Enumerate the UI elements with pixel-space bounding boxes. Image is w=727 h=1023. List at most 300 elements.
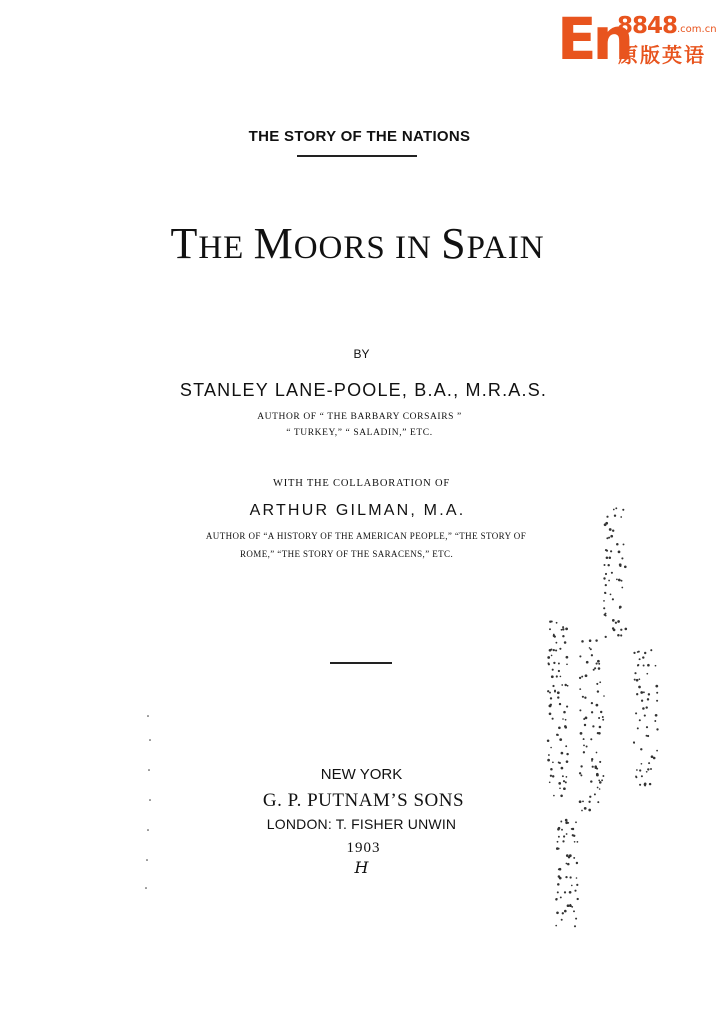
perforation-dot bbox=[635, 712, 637, 714]
perforation-dot bbox=[550, 768, 553, 771]
perforation-dot bbox=[595, 639, 597, 641]
perforation-dot bbox=[149, 799, 151, 801]
perforation-dot bbox=[597, 660, 600, 663]
perforation-dot bbox=[600, 711, 602, 713]
logo-en-text: En bbox=[557, 5, 630, 73]
perforation-dot bbox=[591, 654, 593, 656]
perforation-dot bbox=[566, 753, 568, 755]
perforation-dot bbox=[618, 551, 621, 554]
perforation-dot bbox=[605, 549, 607, 551]
perforation-dot bbox=[605, 573, 607, 575]
perforation-dot bbox=[581, 640, 584, 643]
collaborator-works-line: AUTHOR OF “A HISTORY OF THE AMERICAN PEOPLE,” “THE STORY OF bbox=[205, 531, 527, 541]
perforation-dot bbox=[596, 774, 599, 777]
perforation-dot bbox=[559, 787, 561, 789]
perforation-dot bbox=[603, 577, 605, 579]
perforation-dot bbox=[633, 742, 635, 744]
perforation-dot bbox=[596, 663, 598, 665]
perforation-dot bbox=[609, 528, 612, 531]
by-line: BY bbox=[353, 347, 370, 361]
title-initial: M bbox=[253, 219, 294, 268]
perforation-dot bbox=[552, 685, 554, 687]
perforation-dot bbox=[554, 690, 556, 692]
perforation-dot bbox=[646, 673, 648, 675]
perforation-dot bbox=[562, 626, 564, 628]
perforation-dot bbox=[561, 752, 564, 755]
perforation-dot bbox=[616, 579, 618, 581]
perforation-dot bbox=[596, 704, 599, 707]
perforation-dot bbox=[556, 911, 559, 914]
perforation-dot bbox=[647, 698, 649, 700]
perforation-dot bbox=[655, 685, 658, 688]
perforation-dot bbox=[550, 775, 552, 777]
perforation-dot bbox=[599, 761, 601, 763]
perforation-dot bbox=[655, 665, 657, 667]
perforation-dot bbox=[605, 636, 607, 638]
title-smallcaps: HE bbox=[198, 230, 254, 266]
perforation-dot bbox=[149, 739, 151, 741]
perforation-dot bbox=[648, 693, 650, 695]
perforation-dot bbox=[596, 752, 598, 754]
perforation-dot bbox=[564, 684, 566, 686]
perforation-dot bbox=[598, 667, 601, 670]
perforation-dot bbox=[548, 754, 550, 756]
perforation-dot bbox=[575, 821, 577, 823]
perforation-dot bbox=[590, 648, 592, 650]
perforation-dot bbox=[579, 772, 581, 774]
perforation-dot bbox=[639, 658, 641, 660]
perforation-dot bbox=[634, 679, 636, 681]
perforation-dot bbox=[643, 691, 645, 693]
perforation-dot bbox=[644, 785, 646, 787]
perforation-dot bbox=[603, 600, 605, 602]
perforation-dot bbox=[651, 755, 654, 758]
perforation-dot bbox=[552, 718, 554, 720]
perforation-dot bbox=[620, 629, 622, 631]
perforation-dot bbox=[623, 543, 625, 545]
perforation-dot bbox=[612, 627, 614, 629]
title-initial: S bbox=[441, 219, 467, 268]
perforation-dot bbox=[564, 641, 567, 644]
perforation-dot bbox=[597, 690, 599, 692]
perforation-dot bbox=[563, 787, 566, 790]
perforation-dot bbox=[566, 760, 569, 763]
perforation-dot bbox=[584, 724, 586, 726]
perforation-dot bbox=[597, 801, 599, 803]
perforation-dot bbox=[581, 676, 583, 678]
perforation-dot bbox=[563, 780, 565, 782]
perforation-dot bbox=[583, 751, 585, 753]
perforation-dot bbox=[605, 522, 608, 525]
perforation-dot bbox=[654, 720, 656, 722]
perforation-dot bbox=[553, 662, 555, 664]
perforation-dot bbox=[146, 859, 148, 861]
perforation-dot bbox=[558, 663, 560, 665]
perforation-dot bbox=[599, 788, 601, 790]
london-publisher: LONDON: T. FISHER UNWIN bbox=[266, 816, 457, 832]
perforation-dot bbox=[569, 904, 571, 906]
perforation-dot bbox=[557, 841, 559, 843]
perforation-dot bbox=[574, 890, 576, 892]
perforation-dot bbox=[573, 857, 575, 859]
perforation-dot bbox=[580, 774, 582, 776]
perforation-dot bbox=[617, 634, 620, 637]
perforation-dot bbox=[590, 780, 592, 782]
perforation-dot bbox=[562, 628, 564, 630]
perforation-dot bbox=[598, 717, 600, 719]
perforation-dot bbox=[565, 781, 567, 783]
perforation-dot bbox=[647, 768, 649, 770]
perforation-dot bbox=[561, 829, 563, 831]
perforation-dot bbox=[591, 702, 593, 704]
perforation-dot bbox=[603, 564, 605, 566]
perforation-dot bbox=[649, 783, 651, 785]
perforation-dot bbox=[612, 598, 614, 600]
perforation-dot bbox=[555, 642, 557, 644]
perforation-dot bbox=[602, 719, 604, 721]
perforation-dot bbox=[580, 765, 582, 767]
title-smallcaps: PAIN bbox=[466, 230, 545, 266]
perforation-dot bbox=[656, 700, 658, 702]
perforation-dot bbox=[582, 800, 584, 802]
perforation-dot bbox=[650, 768, 652, 770]
perforation-dot bbox=[571, 906, 573, 908]
perforation-dot bbox=[609, 556, 612, 559]
perforation-dot bbox=[557, 696, 559, 698]
perforation-dot bbox=[566, 776, 568, 778]
perforation-dot bbox=[614, 515, 616, 517]
perforation-dot bbox=[655, 714, 658, 717]
perforation-dot bbox=[588, 801, 590, 803]
publisher-city: NEW YORK bbox=[320, 766, 403, 783]
perforation-dot bbox=[566, 863, 568, 865]
perforation-dot bbox=[561, 684, 563, 686]
perforation-dot bbox=[550, 648, 552, 650]
perforation-dot bbox=[567, 863, 570, 866]
perforation-dot bbox=[615, 507, 617, 509]
perforation-dot bbox=[644, 652, 646, 654]
perforation-dot bbox=[602, 716, 604, 718]
perforation-dot bbox=[586, 661, 589, 664]
perforation-dot bbox=[579, 800, 582, 803]
perforation-dot bbox=[586, 746, 588, 748]
logo-domain-text: .com.cn bbox=[677, 24, 717, 35]
perforation-dot bbox=[562, 840, 564, 842]
perforation-dot bbox=[591, 758, 593, 760]
perforation-dot bbox=[589, 796, 591, 798]
title-smallcaps: OORS bbox=[293, 230, 395, 266]
perforation-dot bbox=[560, 821, 562, 823]
perforation-dot bbox=[599, 781, 602, 784]
perforation-dot bbox=[616, 543, 619, 546]
perforation-dot bbox=[638, 686, 641, 689]
perforation-dot bbox=[573, 835, 575, 837]
perforation-dot bbox=[643, 665, 645, 667]
perforation-dot bbox=[641, 775, 643, 777]
perforation-dot bbox=[558, 827, 561, 830]
perforation-dot bbox=[610, 535, 613, 538]
perforation-dot bbox=[634, 672, 636, 674]
perforation-dot bbox=[625, 628, 628, 631]
perforation-dot bbox=[549, 781, 551, 783]
perforation-dot bbox=[637, 665, 639, 667]
perforation-dot bbox=[596, 683, 598, 685]
perforation-dot bbox=[569, 854, 572, 857]
perforation-dot bbox=[644, 783, 647, 786]
perforation-dot bbox=[589, 639, 592, 642]
perforation-dot bbox=[560, 795, 563, 798]
perforation-dot bbox=[641, 700, 643, 702]
perforation-dot bbox=[552, 669, 554, 671]
perforation-dot bbox=[580, 732, 583, 735]
perforation-dot bbox=[612, 619, 615, 622]
perforation-dot bbox=[588, 809, 591, 812]
perforation-dot bbox=[604, 614, 606, 616]
perforation-dot bbox=[556, 898, 558, 900]
perforation-dot bbox=[557, 891, 559, 893]
perforation-dot bbox=[564, 891, 566, 893]
perforation-dot bbox=[560, 896, 562, 898]
perforation-dot bbox=[552, 775, 554, 777]
perforation-dot bbox=[621, 587, 623, 589]
perforation-dot bbox=[604, 592, 606, 594]
perforation-dot bbox=[567, 904, 570, 907]
perforation-dot bbox=[633, 652, 635, 654]
publication-year: 1903 bbox=[346, 840, 381, 856]
perforation-dot bbox=[547, 690, 549, 692]
logo-number-text: 8848 bbox=[617, 13, 678, 39]
perforation-dot bbox=[576, 877, 578, 879]
perforation-dot bbox=[636, 693, 638, 695]
author-works-line: AUTHOR OF “ THE BARBARY CORSAIRS ” bbox=[257, 412, 462, 422]
perforation-dot bbox=[610, 594, 612, 596]
author-name: STANLEY LANE-POOLE, B.A., M.R.A.S. bbox=[179, 380, 548, 400]
perforation-dot bbox=[571, 885, 573, 887]
perforation-dot bbox=[582, 696, 584, 698]
series-title: THE STORY OF THE NATIONS bbox=[248, 128, 471, 145]
perforation-dot bbox=[591, 760, 593, 762]
perforation-dot bbox=[561, 629, 563, 631]
perforation-dot bbox=[656, 750, 658, 752]
perforation-dot bbox=[562, 635, 564, 637]
perforation-dot bbox=[565, 745, 567, 747]
perforation-dot bbox=[583, 745, 585, 747]
perforation-dot bbox=[583, 738, 585, 740]
perforation-dot bbox=[147, 715, 149, 717]
perforation-dot bbox=[550, 697, 552, 699]
collaboration-line: WITH THE COLLABORATION OF bbox=[272, 478, 450, 489]
collaborator-name: ARTHUR GILMAN, M.A. bbox=[249, 502, 466, 519]
perforation-dot bbox=[567, 685, 569, 687]
perforation-dot bbox=[577, 898, 579, 900]
perforation-dot bbox=[562, 912, 564, 914]
perforation-dot bbox=[584, 807, 587, 810]
perforation-dot bbox=[640, 748, 642, 750]
perforation-dot bbox=[552, 761, 554, 763]
perforation-dot bbox=[549, 705, 551, 707]
perforation-dot bbox=[592, 725, 594, 727]
perforation-dot bbox=[562, 775, 564, 777]
perforation-dot bbox=[615, 622, 617, 624]
perforation-dot bbox=[556, 734, 558, 736]
perforation-dot bbox=[595, 766, 598, 769]
perforation-dot bbox=[576, 884, 578, 886]
perforation-dot bbox=[603, 695, 605, 697]
perforation-dot bbox=[592, 766, 594, 768]
perforation-dot bbox=[572, 828, 574, 830]
perforation-dot bbox=[559, 877, 562, 880]
perforation-dot bbox=[648, 762, 650, 764]
perforation-dot bbox=[575, 918, 577, 920]
perforation-dot bbox=[606, 557, 609, 560]
perforation-dot bbox=[642, 656, 644, 658]
perforation-dot bbox=[656, 728, 658, 730]
perforation-dot bbox=[555, 649, 557, 651]
perforation-dot bbox=[579, 688, 581, 690]
perforation-dot bbox=[642, 707, 645, 710]
perforation-dot bbox=[563, 835, 565, 837]
perforation-dot bbox=[560, 676, 562, 678]
perforation-dot bbox=[547, 656, 550, 659]
perforation-dot bbox=[594, 667, 596, 669]
perforation-dot bbox=[565, 821, 568, 824]
perforation-dot bbox=[569, 891, 571, 893]
perforation-dot bbox=[597, 732, 599, 734]
perforation-dot bbox=[601, 779, 603, 781]
perforation-dot bbox=[598, 780, 600, 782]
perforation-dot bbox=[612, 530, 614, 532]
perforation-dot bbox=[647, 735, 649, 737]
perforation-dot bbox=[553, 649, 555, 651]
perforation-dot bbox=[566, 833, 568, 835]
perforation-dot bbox=[145, 887, 147, 889]
perforation-dot bbox=[607, 564, 609, 566]
perforation-dot bbox=[608, 580, 610, 582]
perforation-dot bbox=[641, 763, 643, 765]
perforation-dot bbox=[556, 622, 558, 624]
perforation-dot bbox=[557, 883, 560, 886]
perforation-dot bbox=[576, 862, 578, 864]
perforation-dot bbox=[591, 711, 593, 713]
perforation-dot bbox=[556, 847, 559, 850]
perforation-dot bbox=[566, 656, 569, 659]
perforation-dot bbox=[551, 620, 553, 622]
perforation-dot bbox=[639, 769, 641, 771]
perforation-dot bbox=[637, 727, 639, 729]
perforation-dot bbox=[647, 664, 650, 667]
perforation-dot bbox=[148, 769, 150, 771]
perforation-dot bbox=[589, 647, 591, 649]
perforation-dot bbox=[579, 709, 581, 711]
handwritten-mark: H bbox=[354, 858, 369, 877]
perforation-dot bbox=[606, 537, 608, 539]
perforation-dot bbox=[584, 697, 586, 699]
perforation-dot bbox=[573, 910, 575, 912]
perforation-dot bbox=[558, 726, 561, 729]
perforation-dot bbox=[646, 771, 648, 773]
perforation-dot bbox=[619, 563, 622, 566]
perforation-dot bbox=[559, 762, 561, 764]
perforation-dot bbox=[579, 655, 581, 657]
perforation-dot bbox=[639, 678, 641, 680]
perforation-dot bbox=[606, 516, 608, 518]
perforation-dot bbox=[639, 719, 641, 721]
perforation-dot bbox=[565, 726, 568, 729]
perforation-dot bbox=[605, 584, 607, 586]
perforation-dot bbox=[559, 738, 562, 741]
perforation-dot bbox=[590, 738, 592, 740]
perforation-dot bbox=[624, 565, 627, 568]
perforation-dot bbox=[585, 717, 588, 720]
perforation-dot bbox=[635, 776, 637, 778]
perforation-dot bbox=[621, 557, 623, 559]
perforation-dot bbox=[598, 663, 600, 665]
perforation-dot bbox=[549, 712, 552, 715]
perforation-dot bbox=[559, 703, 561, 705]
perforation-dot bbox=[550, 747, 552, 749]
publisher-name: G. P. PUTNAM’S SONS bbox=[262, 790, 465, 811]
perforation-dot bbox=[551, 655, 553, 657]
perforation-dot bbox=[585, 674, 588, 677]
perforation-dot bbox=[599, 726, 602, 729]
perforation-dot bbox=[558, 670, 560, 672]
perforation-dot bbox=[558, 868, 560, 870]
perforation-dot bbox=[547, 759, 550, 762]
perforation-dot bbox=[549, 692, 551, 694]
perforation-dot bbox=[620, 634, 622, 636]
perforation-dot bbox=[553, 635, 555, 637]
perforation-dot bbox=[574, 925, 576, 927]
perforation-dot bbox=[547, 739, 550, 742]
perforation-dot bbox=[565, 628, 568, 631]
perforation-dot bbox=[549, 628, 551, 630]
perforation-dot bbox=[574, 841, 576, 843]
perforation-dot bbox=[558, 782, 561, 785]
perforation-dot bbox=[548, 663, 550, 665]
perforation-dot bbox=[566, 706, 568, 708]
perforation-dot bbox=[551, 675, 554, 678]
perforation-dot bbox=[621, 580, 623, 582]
title-smallcaps: IN bbox=[395, 230, 442, 266]
perforation-dot bbox=[564, 910, 567, 913]
perforation-dot bbox=[147, 829, 149, 831]
perforation-dot bbox=[620, 516, 622, 518]
perforation-dot bbox=[618, 579, 621, 582]
perforation-dot bbox=[644, 715, 646, 717]
perforation-dot bbox=[656, 692, 658, 694]
perforation-dot bbox=[565, 876, 567, 878]
perforation-dot bbox=[563, 711, 566, 714]
perforation-dot bbox=[594, 793, 596, 795]
logo-chinese-text: 原版英语 bbox=[618, 43, 706, 67]
perforation-dot bbox=[569, 876, 571, 878]
perforation-dot bbox=[557, 691, 560, 694]
perforation-dot bbox=[610, 550, 612, 552]
perforation-dot bbox=[602, 775, 604, 777]
perforation-dot bbox=[640, 691, 643, 694]
perforation-dot bbox=[556, 675, 558, 677]
perforation-dot bbox=[555, 925, 557, 927]
perforation-dot bbox=[613, 509, 615, 511]
perforation-dot bbox=[562, 718, 564, 720]
perforation-dot bbox=[597, 787, 599, 789]
perforation-dot bbox=[561, 767, 564, 770]
perforation-dot bbox=[581, 810, 583, 812]
perforation-dot bbox=[636, 769, 638, 771]
perforation-dot bbox=[619, 607, 621, 609]
author-works-line: “ TURKEY,” “ SALADIN,” ETC. bbox=[286, 428, 433, 438]
perforation-dot bbox=[622, 509, 624, 511]
